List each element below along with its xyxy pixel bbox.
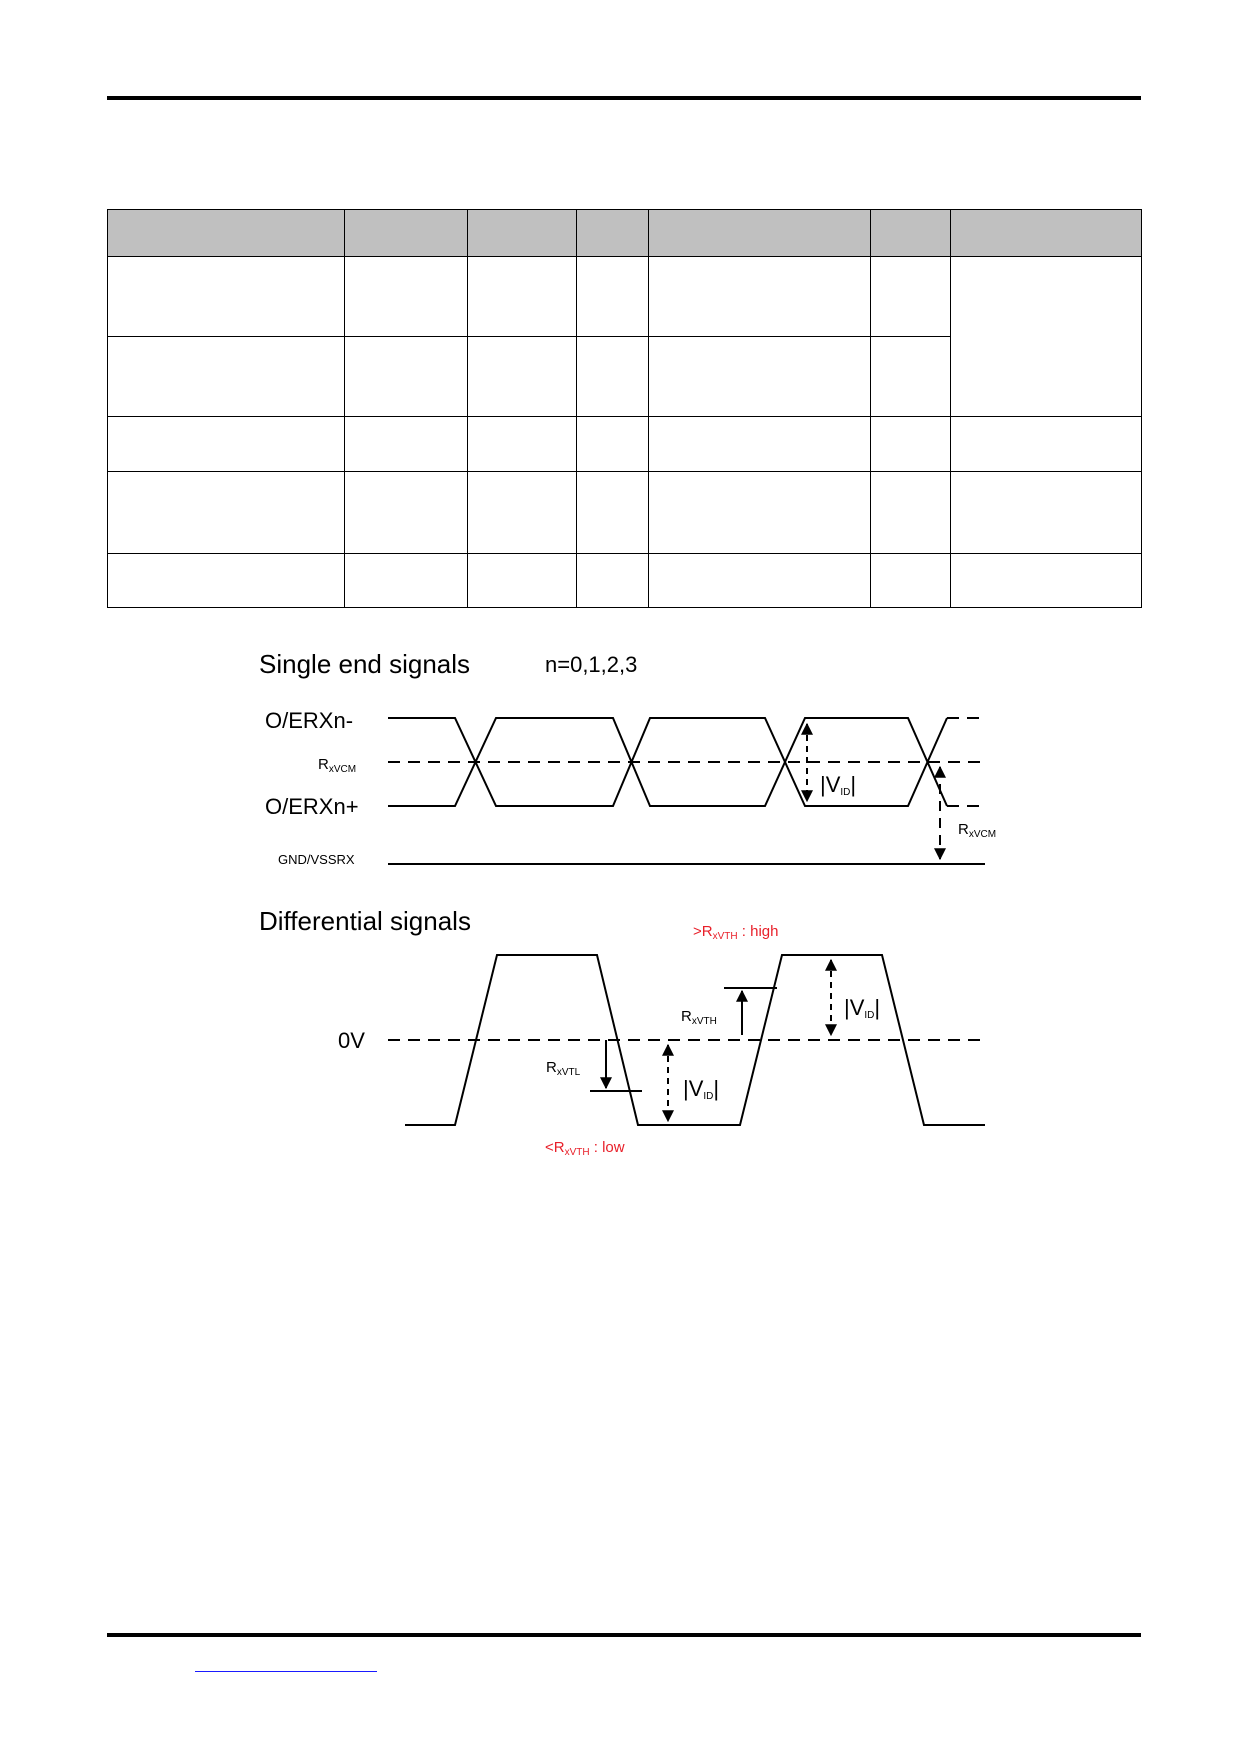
vid-label-low: |VID|	[683, 1076, 720, 1102]
differential-section	[259, 906, 985, 1158]
differential-title: Differential signals	[259, 906, 471, 936]
high-threshold-label: $>R_{xVTH}$ : high	[693, 923, 779, 942]
footer-rule	[107, 1633, 1141, 1637]
signal-label-negative: O/ERXn-	[265, 708, 354, 733]
common-mode-label: $R_{xVCM}$	[318, 756, 357, 775]
vid-label-high: |VID|	[844, 995, 881, 1021]
single-end-title: Single end signals	[259, 649, 471, 679]
rxvcm-label: $R_{xVCM}$	[958, 821, 997, 840]
ground-label: GND/VSSRX	[278, 852, 355, 867]
rxvth-label: $R_{xVTH}$	[681, 1008, 717, 1027]
index-note: n=0,1,2,3	[545, 652, 638, 677]
low-threshold-label: $<R_{xVTH}$ : low	[545, 1139, 625, 1158]
vid-label-single: |VID|	[820, 772, 857, 798]
footer-link[interactable]	[195, 1653, 377, 1672]
rxvtl-label: $R_{xVTL}$	[546, 1059, 581, 1078]
signal-label-positive: O/ERXn+	[265, 794, 359, 819]
zero-volt-label: 0V	[338, 1028, 365, 1053]
single-end-section	[259, 649, 996, 867]
